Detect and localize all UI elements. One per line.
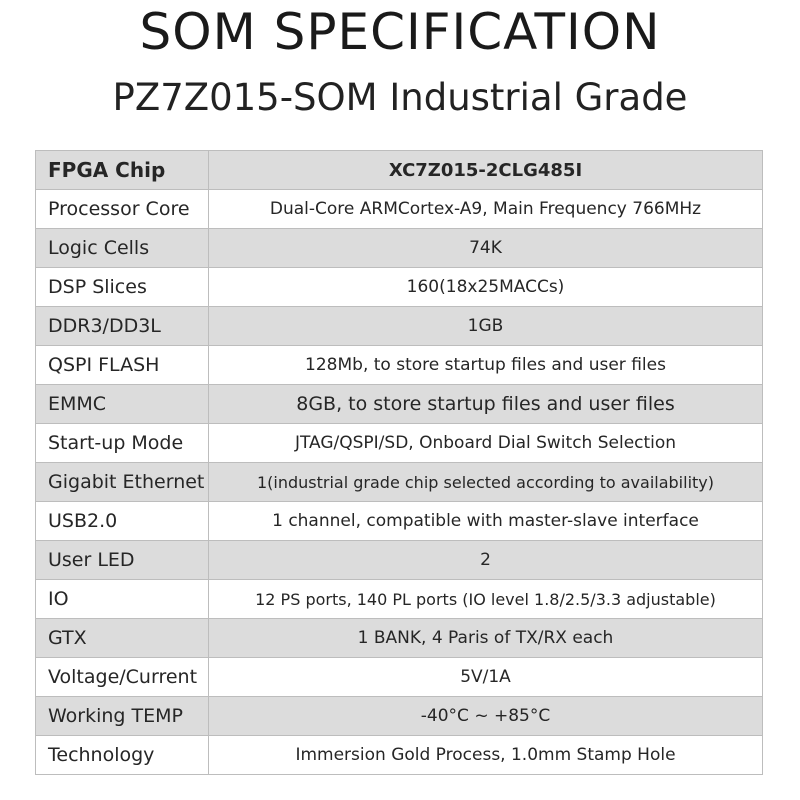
spec-label: Working TEMP (36, 697, 209, 736)
spec-value: 160(18x25MACCs) (209, 268, 763, 307)
table-row (36, 736, 763, 775)
table-header-row (36, 151, 763, 190)
spec-value: 8GB, to store startup files and user files (209, 385, 763, 424)
spec-value: XC7Z015-2CLG485I (209, 151, 763, 190)
spec-label: QSPI FLASH (36, 346, 209, 385)
spec-label: User LED (36, 541, 209, 580)
spec-label: Processor Core (36, 190, 209, 229)
spec-value: 128Mb, to store startup files and user files (209, 346, 763, 385)
spec-value: -40°C ~ +85°C (209, 697, 763, 736)
spec-label: IO (36, 580, 209, 619)
page-title: SOM SPECIFICATION (139, 3, 661, 61)
spec-value: 1GB (209, 307, 763, 346)
spec-value: 1 channel, compatible with master-slave interface (209, 502, 763, 541)
spec-value: 5V/1A (209, 658, 763, 697)
table-row (36, 697, 763, 736)
table-row (36, 307, 763, 346)
table-row (36, 463, 763, 502)
spec-label: EMMC (36, 385, 209, 424)
spec-value: 1 BANK, 4 Paris of TX/RX each (209, 619, 763, 658)
spec-label: GTX (36, 619, 209, 658)
table-row (36, 424, 763, 463)
spec-value: 1(industrial grade chip selected according to availability) (209, 463, 763, 502)
table-row (36, 190, 763, 229)
table-row (36, 619, 763, 658)
spec-label: FPGA Chip (36, 151, 209, 190)
table-row (36, 580, 763, 619)
spec-label: USB2.0 (36, 502, 209, 541)
spec-label: Logic Cells (36, 229, 209, 268)
table-row (36, 541, 763, 580)
page-subtitle: PZ7Z015-SOM Industrial Grade (112, 76, 688, 119)
table-row (36, 502, 763, 541)
spec-value: 74K (209, 229, 763, 268)
spec-value: 2 (209, 541, 763, 580)
spec-label: DDR3/DD3L (36, 307, 209, 346)
spec-label: Gigabit Ethernet (36, 463, 209, 502)
table-row (36, 229, 763, 268)
spec-value: JTAG/QSPI/SD, Onboard Dial Switch Selection (209, 424, 763, 463)
spec-value: Dual-Core ARMCortex-A9, Main Frequency 766MHz (209, 190, 763, 229)
table-row (36, 385, 763, 424)
spec-table (35, 150, 763, 775)
table-row (36, 346, 763, 385)
spec-label: Start-up Mode (36, 424, 209, 463)
spec-label: DSP Slices (36, 268, 209, 307)
spec-value: 12 PS ports, 140 PL ports (IO level 1.8/2.5/3.3 adjustable) (209, 580, 763, 619)
table-row (36, 658, 763, 697)
spec-label: Technology (36, 736, 209, 775)
spec-value: Immersion Gold Process, 1.0mm Stamp Hole (209, 736, 763, 775)
spec-label: Voltage/Current (36, 658, 209, 697)
table-row (36, 268, 763, 307)
